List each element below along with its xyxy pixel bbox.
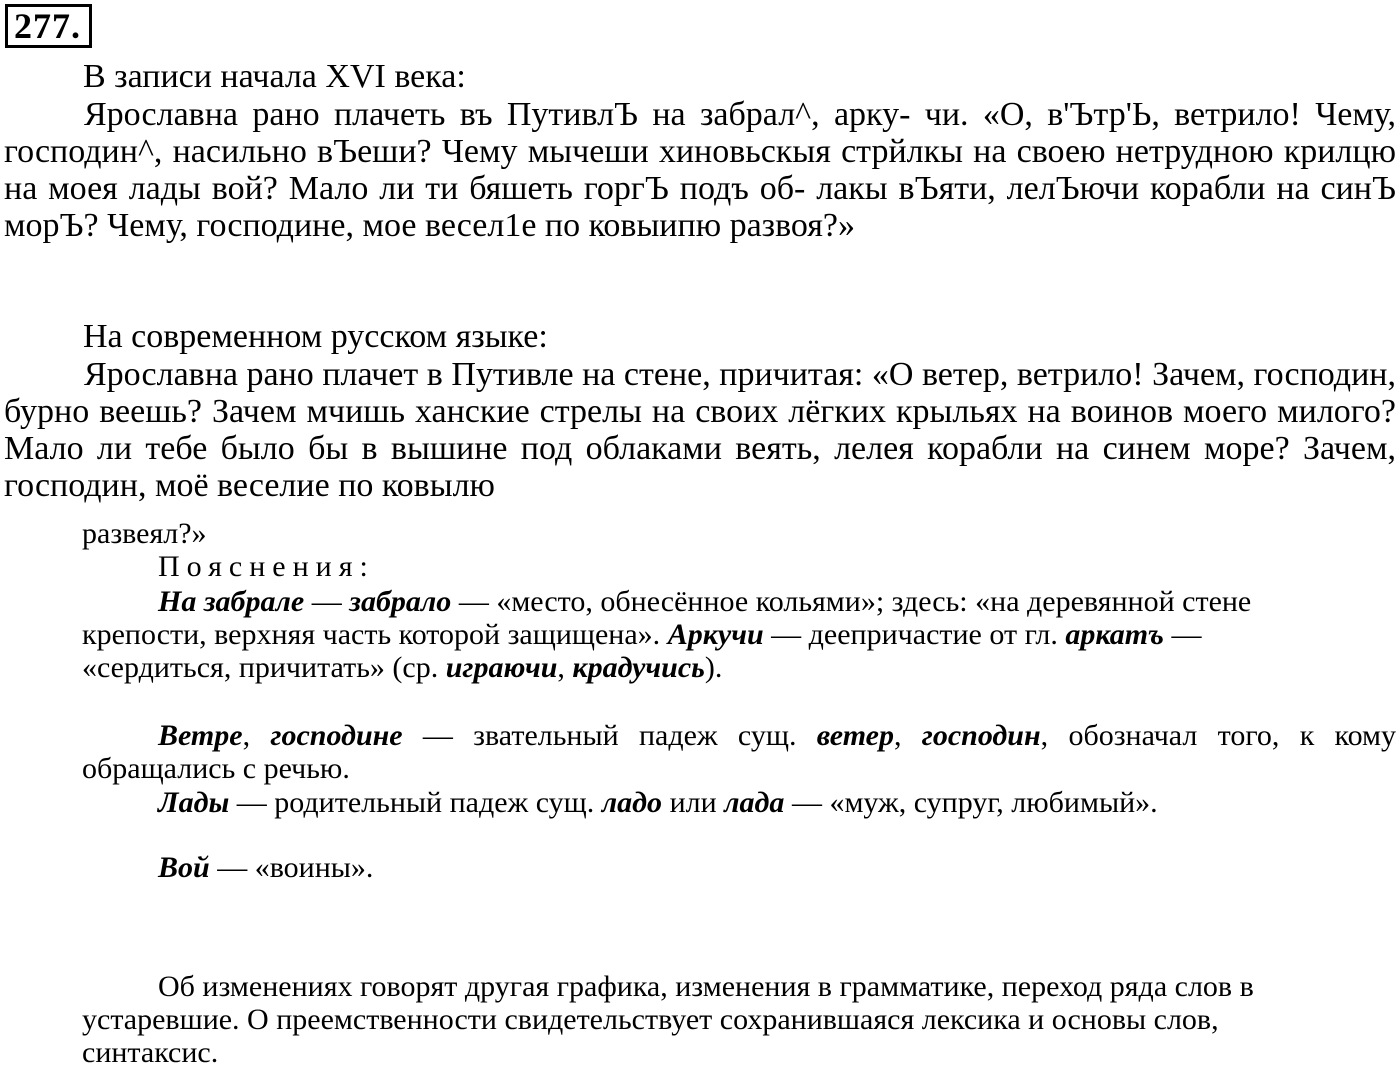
term: господине bbox=[270, 719, 403, 752]
note-text: — звательный падеж сущ. bbox=[402, 719, 817, 752]
note-text: , bbox=[557, 651, 573, 684]
note-text: , обозначал того, к кому обращались с речью. bbox=[82, 719, 1397, 785]
modern-text-tail: развеял?» bbox=[82, 517, 207, 550]
note-text: — bbox=[304, 585, 350, 618]
note-text: ). bbox=[704, 651, 723, 684]
old-text-heading: В записи начала XVI века: bbox=[83, 58, 466, 95]
term: забрало bbox=[349, 585, 452, 618]
note-lady bbox=[82, 786, 1396, 819]
term: Аркучи bbox=[667, 618, 764, 651]
term: ладо bbox=[601, 786, 663, 819]
term: аркатъ bbox=[1065, 618, 1164, 651]
modern-text-heading: На современном русском языке: bbox=[83, 318, 548, 355]
note-text: — родительный падеж сущ. bbox=[229, 786, 602, 819]
modern-text-body: Ярославна рано плачет в Путивле на стене, причитая: «О ветер, ветрило! Зачем, господин, бурно веешь? Зачем мчишь ханские стрелы на своих лёгких крыльях на воинов моего милого? Мало ли тебе было бы в вышине под облаками веять, лелея корабли на синем море? Зачем, господин, моё веселие по ковылю bbox=[4, 356, 1396, 504]
term: Лады bbox=[158, 786, 230, 819]
note-vetre bbox=[82, 719, 1396, 785]
term: господин bbox=[921, 719, 1041, 752]
note-zabralo bbox=[82, 585, 1262, 684]
term: Ветре bbox=[158, 719, 243, 752]
notes-heading: Пояснения: bbox=[158, 550, 375, 583]
note-text: — «воины». bbox=[209, 851, 374, 884]
note-text: — «сердиться, причитать» (ср. bbox=[82, 618, 1202, 684]
term: крадучись bbox=[572, 651, 705, 684]
note-text: — деепричастие от гл. bbox=[763, 618, 1066, 651]
task-number: 277. bbox=[5, 4, 92, 48]
term: На забрале bbox=[158, 585, 305, 618]
conclusion: Об изменениях говорят другая графика, изменения в грамматике, переход ряда слов в устаревшие. О преемственности свидетельствует сохранившаяся лексика и основы слов, синтаксис. bbox=[82, 970, 1254, 1069]
old-text-body: Ярославна рано плачеть въ ПутивлЪ на забрал^, арку- чи. «О, в'Ътр'Ь, ветрило! Чему, господин^, насильно вЪеши? Чему мычеши хиновьскыя стрйлкы на своею нетрудною крилцю на моея лады вой? Мало ли ти бяшеть горгЪ подъ об- лакы вЪяти, лелЪючи корабли на синЪ морЪ? Чему, господине, мое весел1е по ковыипю развоя?» bbox=[4, 96, 1396, 244]
term: Вой bbox=[158, 851, 210, 884]
term: играючи bbox=[445, 651, 558, 684]
note-voy bbox=[158, 851, 958, 884]
term: ветер bbox=[816, 719, 894, 752]
term: лада bbox=[724, 786, 785, 819]
note-text: или bbox=[662, 786, 725, 819]
note-text: — «место, обнесённое кольями»; здесь: «на деревянной стене крепости, верхняя часть которой защищена». bbox=[82, 585, 1252, 651]
note-text: , bbox=[893, 719, 922, 752]
note-text: — «муж, супруг, любимый». bbox=[784, 786, 1158, 819]
note-text: , bbox=[242, 719, 271, 752]
